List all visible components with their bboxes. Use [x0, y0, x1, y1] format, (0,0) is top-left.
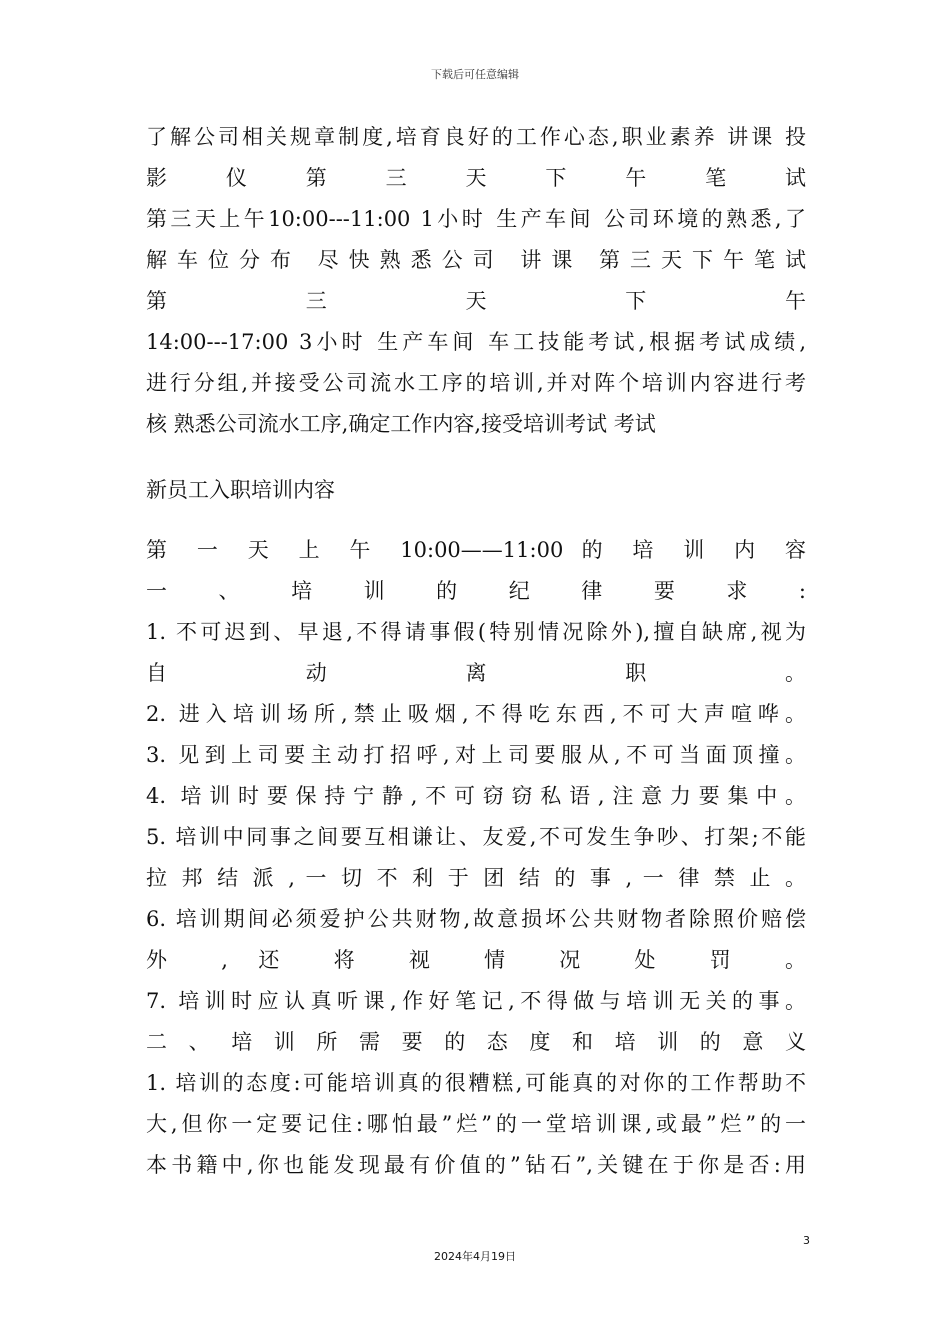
text-line: 1. 培训的态度:可能培训真的很糟糕,可能真的对你的工作帮助不 [146, 1071, 806, 1095]
text-line: 核 熟悉公司流水工序,确定工作内容,接受培训考试 考试 [146, 412, 656, 436]
text-line: 进行分组,并接受公司流水工序的培训,并对阵个培训内容进行考 [146, 371, 806, 395]
text-line: 自 动 离 职 。 [146, 661, 806, 685]
text-line: 一 、 培 训 的 纪 律 要 求 : [146, 579, 806, 603]
text-line: 二 、 培 训 所 需 要 的 态 度 和 培 训 的 意 义 [146, 1030, 806, 1054]
text-line: 影 仪 第 三 天 下 午 笔 试 [146, 166, 806, 190]
text-line: 3. 见到上司要主动打招呼,对上司要服从,不可当面顶撞。 [146, 743, 806, 767]
text-line: 14:00---17:00 3小时 生产车间 车工技能考试,根据考试成绩, [146, 330, 806, 354]
text-line: 6. 培训期间必须爱护公共财物,故意损坏公共财物者除照价赔偿 [146, 907, 806, 931]
body-paragraph-2 [146, 537, 806, 1178]
text-line: 第三天上午10:00---11:00 1小时 生产车间 公司环境的熟悉,了 [146, 207, 806, 231]
footer-date: 2024年4月19日 [434, 1250, 516, 1263]
text-line: 大,但你一定要记住:哪怕最”烂”的一堂培训课,或最”烂”的一 [146, 1112, 806, 1136]
page-number: 3 [803, 1234, 810, 1247]
text-line: 第 一 天 上 午 10:00——11:00 的 培 训 内 容 [146, 538, 806, 562]
text-line: 1. 不可迟到、早退,不得请事假(特别情况除外),擅自缺席,视为 [146, 620, 806, 644]
text-line: 5. 培训中同事之间要互相谦让、友爱,不可发生争吵、打架;不能 [146, 825, 806, 849]
text-line: 外 , 还 将 视 情 况 处 罚 。 [146, 948, 806, 972]
text-line: 7. 培训时应认真听课,作好笔记,不得做与培训无关的事。 [146, 989, 806, 1013]
body-paragraph-1 [146, 124, 806, 437]
text-line: 解车位分布 尽快熟悉公司 讲课 第三天下午笔试 [146, 248, 806, 272]
text-line: 了解公司相关规章制度,培育良好的工作心态,职业素养 讲课 投 [146, 125, 806, 149]
text-line: 拉 邦 结 派 , 一 切 不 利 于 团 结 的 事 , 一 律 禁 止 。 [146, 866, 806, 890]
text-line: 2. 进入培训场所,禁止吸烟,不得吃东西,不可大声喧哗。 [146, 702, 806, 726]
text-line: 本书籍中,你也能发现最有价值的”钻石”,关键在于你是否:用 [146, 1153, 806, 1177]
page-header: 下载后可任意编辑 [431, 68, 519, 81]
section-heading: 新员工入职培训内容 [146, 478, 335, 502]
text-line: 4. 培训时要保持宁静,不可窃窃私语,注意力要集中。 [146, 784, 806, 808]
text-line: 第 三 天 下 午 [146, 289, 806, 313]
